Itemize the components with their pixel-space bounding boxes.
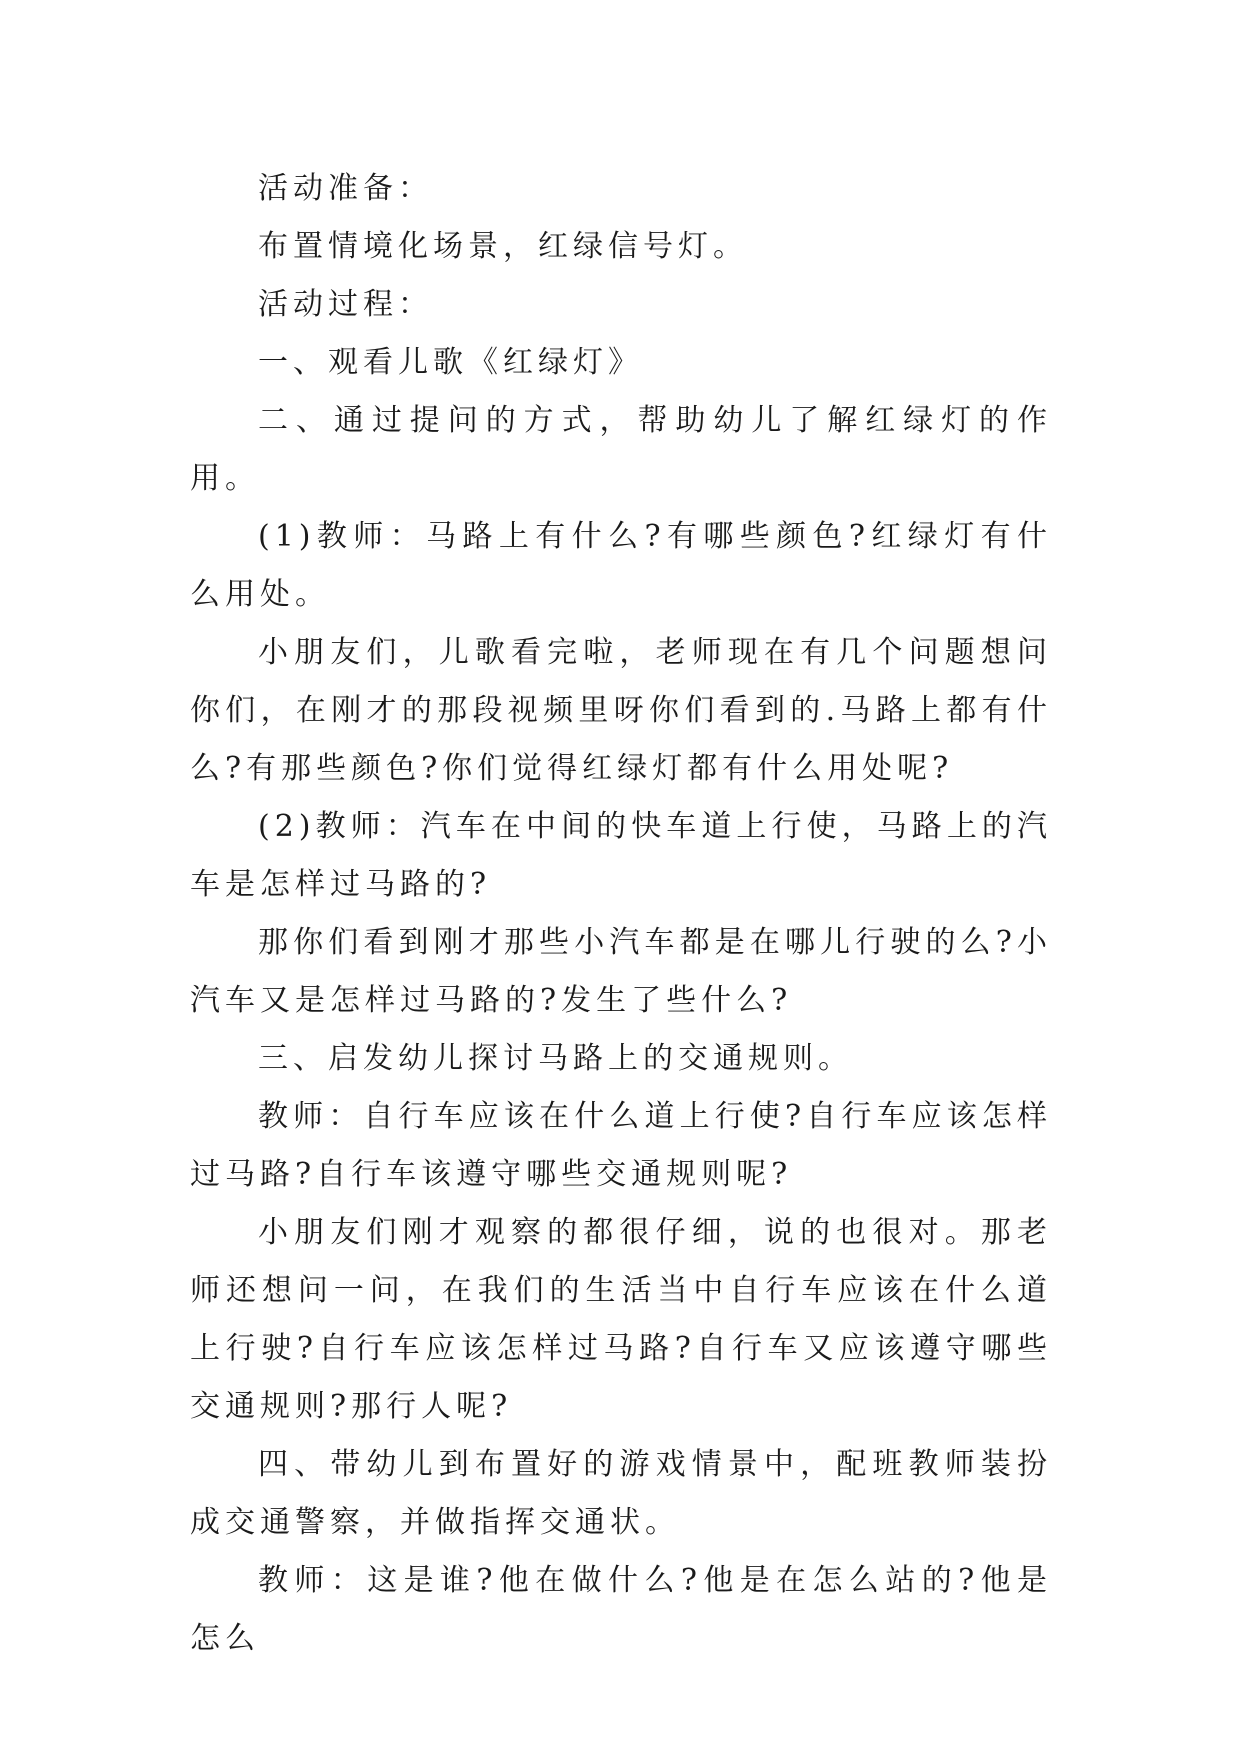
paragraph-process-heading: 活动过程： [258,287,433,322]
document-body [190,160,1052,1668]
paragraph-prep-content: 布置情境化场景，红绿信号灯。 [258,229,748,264]
paragraph-question-1: (1)教师：马路上有什么?有哪些颜色?红绿灯有什么用处。 [190,519,1052,612]
paragraph-step-2: 二、通过提问的方式，帮助幼儿了解红绿灯的作用。 [190,403,1052,496]
paragraph-script-3: 小朋友们刚才观察的都很仔细，说的也很对。那老师还想问一问，在我们的生活当中自行车应该在什么道上行驶?自行车应该怎样过马路?自行车又应该遵守哪些交通规则?那行人呢? [190,1215,1052,1424]
paragraph-step-3: 三、启发幼儿探讨马路上的交通规则。 [258,1041,853,1076]
paragraph-step-4: 四、带幼儿到布置好的游戏情景中，配班教师装扮成交通警察，并做指挥交通状。 [190,1447,1052,1540]
paragraph-script-1: 小朋友们，儿歌看完啦，老师现在有几个问题想问你们，在刚才的那段视频里呀你们看到的.马路上都有什么?有那些颜色?你们觉得红绿灯都有什么用处呢? [190,635,1052,786]
paragraph-prep-heading: 活动准备： [258,171,433,206]
paragraph-question-3: 教师：自行车应该在什么道上行使?自行车应该怎样过马路?自行车该遵守哪些交通规则呢? [190,1099,1052,1192]
paragraph-question-4: 教师：这是谁?他在做什么?他是在怎么站的?他是怎么 [190,1563,1052,1656]
paragraph-step-1: 一、观看儿歌《红绿灯》 [258,345,643,380]
paragraph-question-2: (2)教师：汽车在中间的快车道上行使，马路上的汽车是怎样过马路的? [190,809,1052,902]
paragraph-script-2: 那你们看到刚才那些小汽车都是在哪儿行驶的么?小汽车又是怎样过马路的?发生了些什么? [190,925,1052,1018]
